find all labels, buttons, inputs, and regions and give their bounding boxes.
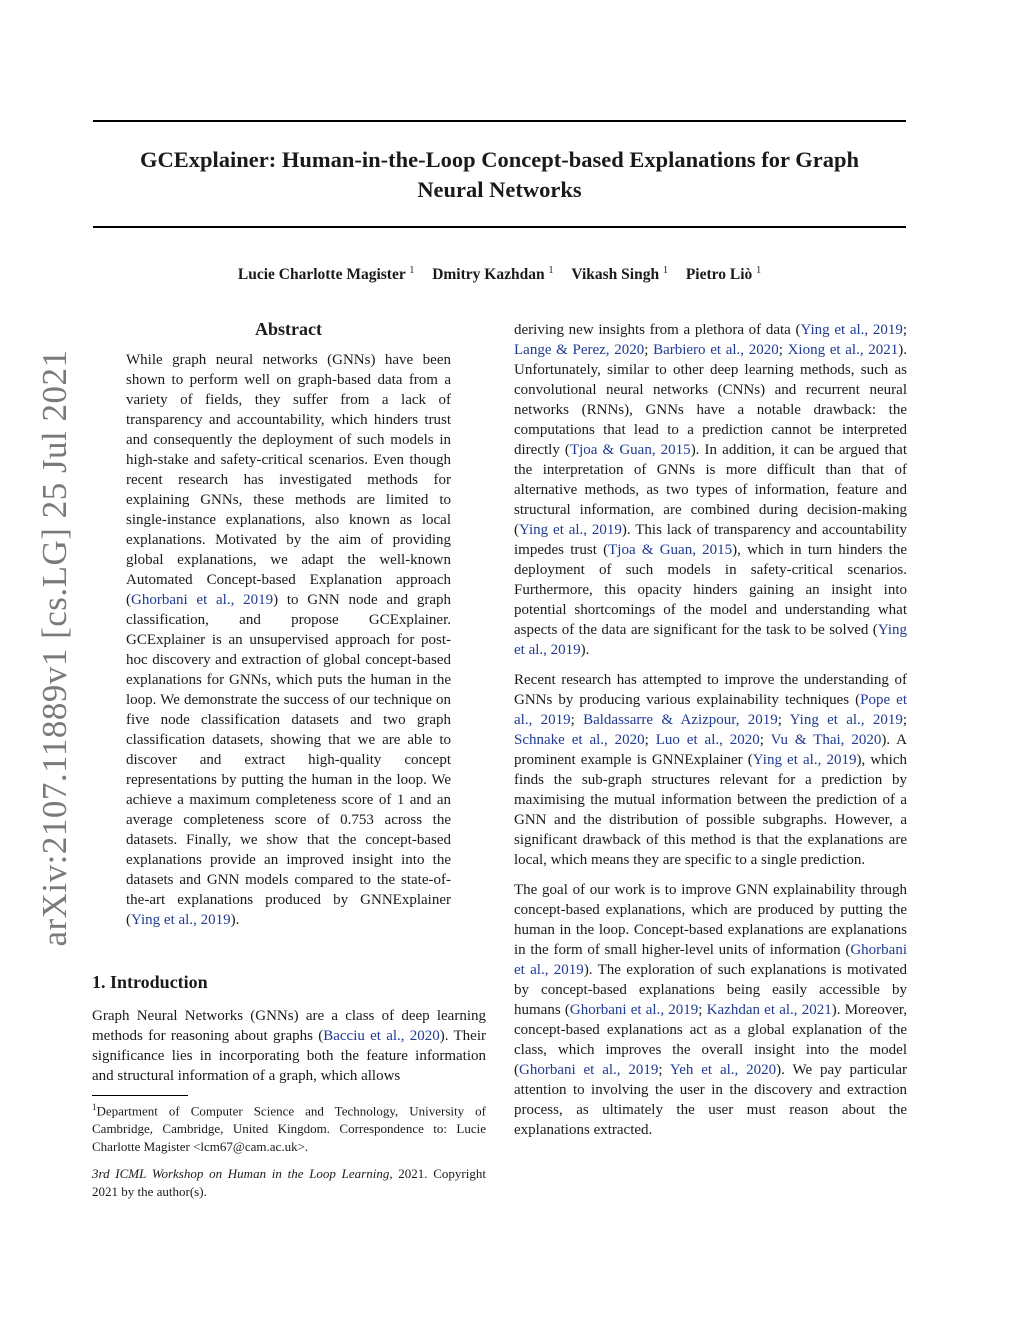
author: Lucie Charlotte Magister $^1$ [237,265,415,284]
author-list [93,261,906,285]
citation-link[interactable]: Ying et al., 2019 [789,712,903,728]
abstract-body: While graph neural networks (GNNs) have been shown to perform well on graph-based data from a variety of fields, they suffer from a lack of transparency and accountability, which hinders trust and consequently the deployment of such models in high-stake and safety-critical scenarios. Even though recent research has investigated methods for explaining GNNs, these methods are limited to single-instance explanations, also known as local explanations. Motivated by the aim of providing global explanations, we adapt the well-known Automated Concept-based Explanation approach (Ghorbani et al., 2019) to GNN node and graph classification, and propose GCExplainer. GCExplainer is an unsupervised approach for post-hoc discovery and extraction of global concept-based explanations for GNNs, which puts the human in the loop. We demonstrate the success of our technique on five node classification datasets and two graph classification datasets, showing that we are able to discover and extract high-quality concept representations by putting the human in the loop. We achieve a maximum completeness score of 1 and an average completeness score of 0.753 across the datasets. Finally, we show that the concept-based explanations provide an improved insight into the datasets and GNN models compared to the state-of-the-art explanations produced by GNNExplainer (Ying et al., 2019). [126,352,451,928]
citation-link[interactable]: Schnake et al., 2020 [514,732,645,748]
title-line-2: Neural Networks [417,177,582,202]
affiliation-footnote: $^1$Department of Computer Science and Technology, University of Cambridge, Cambridge, United Kingdom. Correspondence to: Lucie Charlotte Magister <lcm67@cam.ac.uk>. [92,1102,486,1155]
citation-link[interactable]: Bacciu et al., 2020 [323,1028,440,1044]
paragraph: deriving new insights from a plethora of data (Ying et al., 2019; Lange & Perez, 2020; Barbiero et al., 2020; Xiong et al., 2021). Unfortunately, similar to other deep learning methods, such as convolutional neural networks (CNNs) and recurrent neural networks (RNNs), GNNs have a notable drawback: the computations that lead to a prediction cannot be interpreted directly (Tjoa & Guan, 2015). In addition, it can be argued that the interpretation of GNNs is more difficult than that of alternative methods, as two types of information, feature and structural information, are combined during decision-making (Ying et al., 2019). This lack of transparency and accountability impedes trust (Tjoa & Guan, 2015), which in turn hinders the deployment of such models in safety-critical scenarios. Furthermore, this opacity hinders gaining an insight into potential shortcomings of the model and understanding what aspects of the data are significant for the task to be solved (Ying et al., 2019). [514,322,907,658]
author: Pietro Liò $^1$ [685,265,762,284]
citation-link[interactable]: Ying et al., 2019 [514,622,907,658]
section-heading-introduction: 1. Introduction [92,972,208,992]
workshop-note: 3rd ICML Workshop on Human in the Loop Learning, 2021. Copyright 2021 by the author(s). [92,1166,486,1199]
citation-link[interactable]: Ying et al., 2019 [800,322,903,338]
paper-title [93,145,906,205]
citation-link[interactable]: Vu & Thai, 2020 [770,732,882,748]
author: Dmitry Kazhdan $^1$ [432,265,554,284]
citation-link[interactable]: Lange & Perez, 2020 [514,342,645,358]
citation-link[interactable]: Ying et al., 2019 [752,752,857,768]
introduction-paragraph: Graph Neural Networks (GNNs) are a class of deep learning methods for reasoning about graphs (Bacciu et al., 2020). Their significance lies in incorporating both the feature information and structural information of a graph, which allows [92,1008,486,1084]
footnote-rule [92,1095,188,1096]
citation-link[interactable]: Ying et al., 2019 [131,912,231,928]
citation-link[interactable]: Kazhdan et al., 2021 [706,1002,832,1018]
citation-link[interactable]: Baldassarre & Azizpour, 2019 [583,712,778,728]
citation-link[interactable]: Xiong et al., 2021 [787,342,899,358]
citation-link[interactable]: Luo et al., 2020 [655,732,760,748]
paragraph: Recent research has attempted to improve the understanding of GNNs by producing various explainability techniques (Pope et al., 2019; Baldassarre & Azizpour, 2019; Ying et al., 2019; Schnake et al., 2020; Luo et al., 2020; Vu & Thai, 2020). A prominent example is GNNExplainer (Ying et al., 2019), which finds the sub-graph structures relevant for a prediction by maximising the mutual information between the prediction of a GNN and the distribution of possible subgraphs. However, a significant drawback of this method is that the explanations are local, which means they are specific to a single prediction. [514,672,907,868]
author: Vikash Singh $^1$ [571,265,668,284]
abstract-heading: Abstract [255,319,322,339]
citation-link[interactable]: Ghorbani et al., 2019 [514,942,907,978]
citation-link[interactable]: Ghorbani et al., 2019 [519,1062,659,1078]
right-column [514,320,907,1140]
citation-link[interactable]: Ghorbani et al., 2019 [569,1002,699,1018]
bottom-title-rule [93,226,906,228]
paragraph: The goal of our work is to improve GNN explainability through concept-based explanations, which are produced by putting the human in the loop. Concept-based explanations are explanations in the form of small higher-level units of information (Ghorbani et al., 2019). The exploration of such explanations is motivated by concept-based explanations being easily accessible by humans (Ghorbani et al., 2019; Kazhdan et al., 2021). Moreover, concept-based explanations act as a global explanation of the class, which improves the overall insight into the model (Ghorbani et al., 2019; Yeh et al., 2020). We pay particular attention to involving the user in the discovery and extraction process, as ultimately the user must reason about the explanations extracted. [514,882,907,1138]
citation-link[interactable]: Pope et al., 2019 [514,692,907,728]
citation-link[interactable]: Ghorbani et al., 2019 [131,592,274,608]
top-rule [93,120,906,122]
arxiv-stamp: arXiv:2107.11889v1 [cs.LG] 25 Jul 2021 [35,349,74,947]
citation-link[interactable]: Barbiero et al., 2020 [653,342,779,358]
citation-link[interactable]: Ying et al., 2019 [519,522,622,538]
citation-link[interactable]: Tjoa & Guan, 2015 [569,442,691,458]
citation-link[interactable]: Yeh et al., 2020 [669,1062,777,1078]
title-line-1: GCExplainer: Human-in-the-Loop Concept-based Explanations for Graph [139,147,860,172]
citation-link[interactable]: Tjoa & Guan, 2015 [608,542,733,558]
